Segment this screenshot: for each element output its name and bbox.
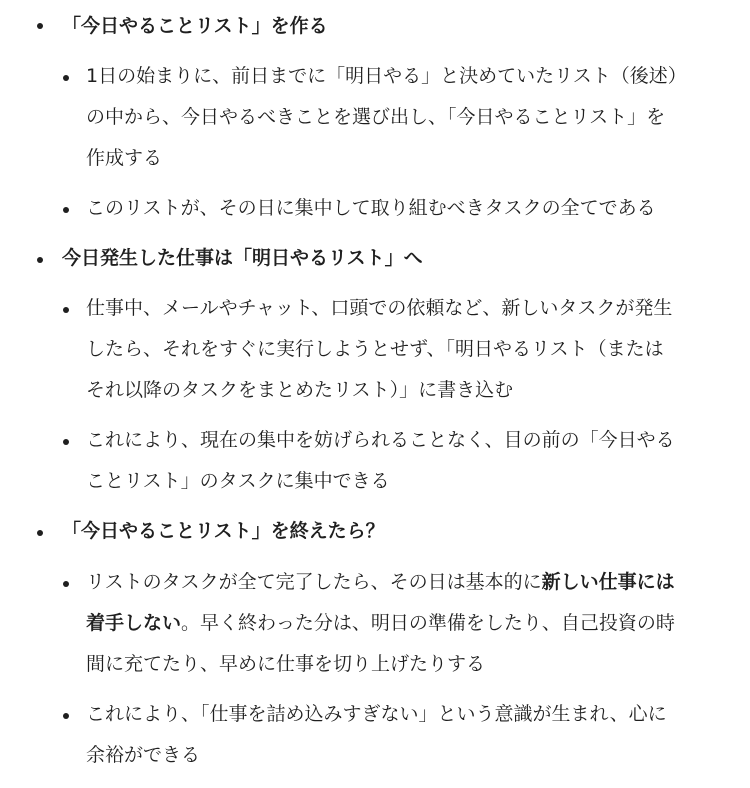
text-line [86, 562, 726, 603]
list-item-text [86, 56, 726, 179]
text-line [86, 603, 726, 644]
section-heading: 「今日やることリスト」を終えたら？ [62, 520, 385, 542]
bullet-icon [63, 713, 69, 719]
list-item-text [86, 288, 726, 411]
list-item-text [86, 420, 726, 502]
bullet-icon [63, 75, 69, 81]
bullet-icon [37, 23, 43, 29]
text-line: 作成する [86, 147, 163, 169]
bullet-icon [37, 257, 43, 263]
text-line: これにより、現在の集中を妨げられることなく、目の前の「今日やる [86, 429, 675, 451]
text-line: 余裕ができる [86, 744, 201, 766]
bullet-icon [37, 530, 43, 536]
text-segment: 。早く終わった分は、明日の準備をしたり、自己投資の時 [181, 612, 675, 634]
bullet-icon [63, 439, 69, 445]
list-item-text [86, 562, 726, 685]
bullet-icon [63, 581, 69, 587]
list-item-text [86, 188, 726, 229]
text-line: 仕事中、メールやチャット、口頭での依頼など、新しいタスクが発生 [86, 297, 673, 319]
text-line: 間に充てたり、早めに仕事を切り上げたりする [86, 653, 486, 675]
bold-text: 着手しない [86, 612, 182, 634]
text-line: の中から、今日やるべきことを選び出し、「今日やることリスト」を [86, 106, 666, 128]
section-heading: 今日発生した仕事は「明日やるリスト」へ [62, 247, 423, 269]
text-line: したら、それをすぐに実行しようとせず、「明日やるリスト（または [86, 338, 664, 360]
text-line: これにより、「仕事を詰め込みすぎない」という意識が生まれ、心に [86, 703, 667, 725]
text-line: ことリスト」のタスクに集中できる [86, 470, 390, 492]
text-line: 1日の始まりに、前日までに「明日やる」と決めていたリスト（後述） [86, 65, 687, 87]
bold-text: 新しい仕事には [541, 571, 675, 593]
section-heading: 「今日やることリスト」を作る [62, 15, 328, 37]
text-segment: リストのタスクが全て完了したら、その日は基本的に [86, 571, 542, 593]
text-line: それ以降のタスクをまとめたリスト）」に書き込む [86, 379, 514, 401]
bullet-icon [63, 307, 69, 313]
bullet-icon [63, 207, 69, 213]
list-item-text [86, 694, 726, 776]
text-line: このリストが、その日に集中して取り組むべきタスクの全てである [86, 197, 656, 219]
